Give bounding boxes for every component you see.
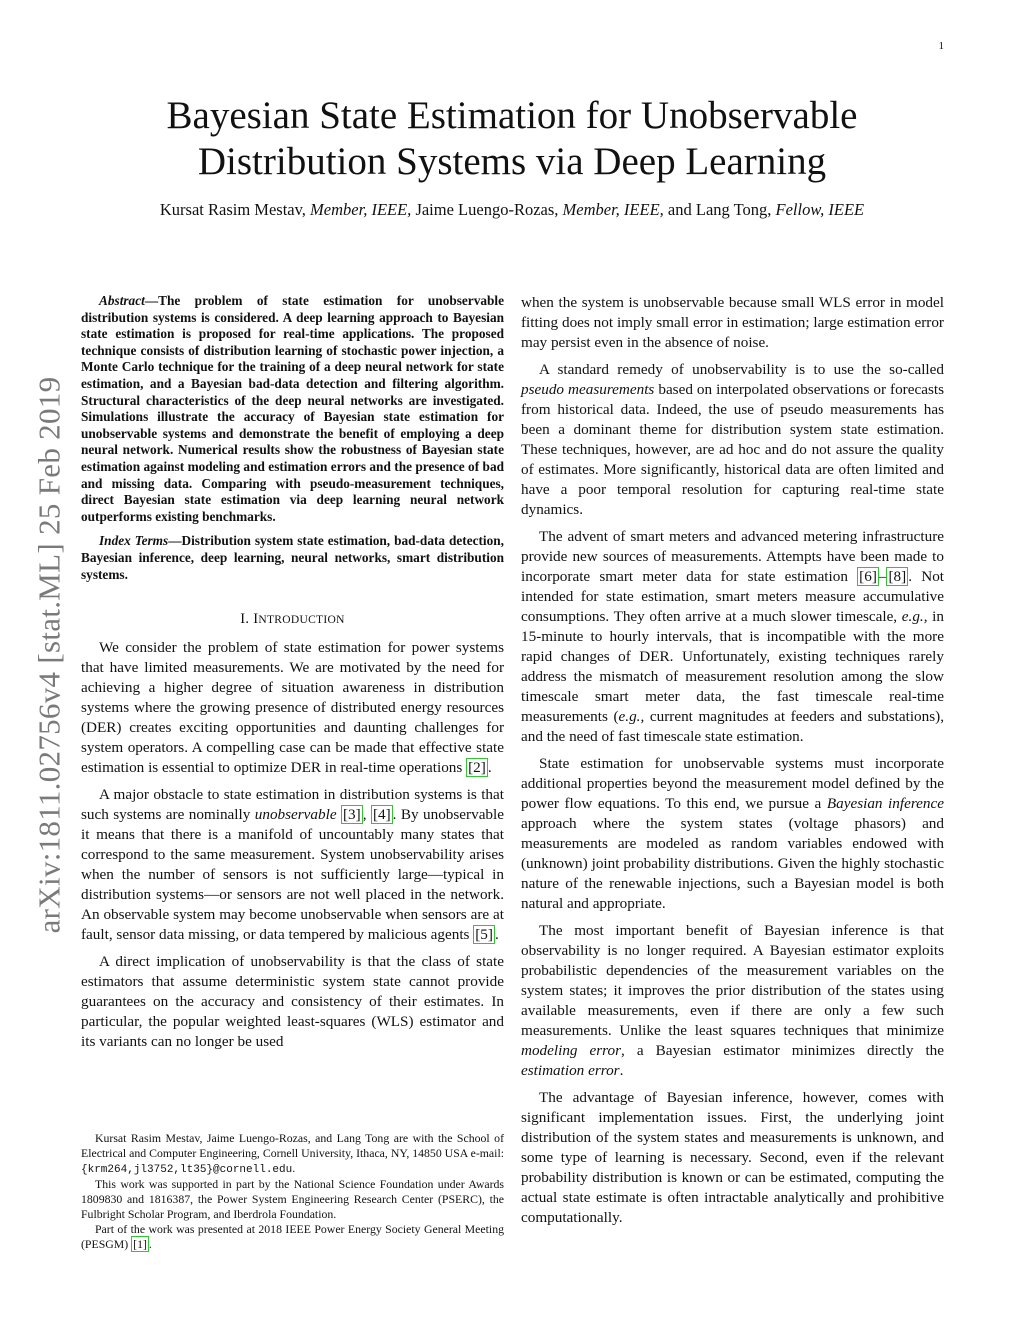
right-paragraph-3	[521, 527, 944, 747]
footnote-funding: This work was supported in part by the National Science Foundation under Awards 1809830 and 1816387, the Power System Engineering Research Center (PSERC), the Fulbright Scholar Program, and Iberdrola Foundation.	[81, 1177, 504, 1221]
citation-link[interactable]: [6]	[859, 568, 877, 585]
author-1-role: Member, IEEE,	[310, 200, 412, 219]
arxiv-watermark	[19, 350, 79, 960]
citation-link[interactable]: [4]	[372, 806, 391, 824]
title-line-2: Distribution Systems via Deep Learning	[197, 140, 827, 183]
text: in 15-minute to hourly intervals, that is incompatible with the more rapid changes of DER. Unfortunately, existing techniques rarely address the mismatch of measurement resolution among the slow timescale smart meter data, the fast timescale real-time measurements (	[521, 608, 944, 725]
emphasis: e.g.,	[618, 708, 645, 725]
text: Kursat Rasim Mestav, Jaime Luengo-Rozas, and Lang Tong are with the School of Electrical and Computer Engineering, Cornell University, Ithaca, NY, 14850 USA e-mail:	[81, 1131, 504, 1160]
citation-link[interactable]: [3]	[343, 806, 361, 824]
text: .	[494, 926, 499, 944]
text: . Not intended for state estimation, smart meters measure accumulative consumptions. They often arrive at a much slower timescale,	[521, 568, 945, 625]
author-2: Jaime Luengo-Rozas,	[415, 200, 559, 219]
intro-paragraph-3: A direct implication of unobservability is that the class of state estimators that assume deterministic system state cannot provide guarantees on the accuracy and consistency of their estimates. In particular, the popular weighted least-squares (WLS) estimator and its variants can no longer be used	[81, 953, 504, 1051]
left-column	[81, 293, 504, 1059]
right-paragraph-1: when the system is unobservable because small WLS error in model fitting does not imply small error in estimation; large estimation error may persist even in the absence of noise.	[521, 294, 944, 351]
page-number: 1	[938, 40, 944, 52]
text: The most important benefit of Bayesian inference is that observability is no longer required. A Bayesian estimator exploits probabilistic dependencies of the measurement variables on the system states; it improves the prior distribution of the states using available measurements, even if there are only a few such measurements. Unlike the least squares techniques that minimize	[521, 922, 944, 1039]
text: .	[487, 759, 492, 777]
author-3: and Lang Tong,	[667, 200, 772, 219]
text: based on interpolated observations or forecasts from historical data. Indeed, the use of pseudo measurements has been a dominant theme for distribution system state estimation. These techniques, however, are ad hoc and do not assure the quality of estimates. More significantly, historical data are often limited and have a poor temporal resolution for capturing real-time state dynamics.	[521, 381, 944, 518]
footnote-conference	[81, 1222, 504, 1252]
emphasis: pseudo measurements	[521, 381, 655, 398]
right-paragraph-4	[521, 754, 944, 914]
text: Part of the work was presented at 2018 IEEE Power Energy Society General Meeting (PESGM)	[81, 1221, 504, 1251]
section-title-rest: NTRODUCTION	[258, 614, 345, 627]
footnote-affiliation	[81, 1131, 504, 1177]
paper-title	[100, 93, 924, 185]
citation-link[interactable]: [5]	[475, 926, 493, 944]
text: approach where the system states (voltage phasors) and measurements are modeled as random variables endowed with (unknown) joint probability distributions. Given the highly stochastic nature of the renewable injections, such a Bayesian model is both natural and appropriate.	[521, 815, 944, 912]
emphasis: unobservable	[254, 806, 337, 824]
text: We consider the problem of state estimation for power systems that have limited measurements. We are motivated by the need for achieving a higher degree of situation awareness in distribution systems where the growing presence of distributed energy resources (DER) creates exciting opportunities and daunting challenges for system operators. A compelling case can be made that effective state estimation is essential to optimize DER in real-time operations	[81, 639, 504, 777]
right-paragraph-2	[521, 360, 944, 520]
text: .	[148, 1236, 152, 1251]
abstract-text: —The problem of state estimation for unobservable distribution systems is considered. A deep learning approach to Bayesian state estimation is proposed for real-time applications. The proposed technique consists of distribution learning of stochastic power injection, a Monte Carlo technique for the training of a deep neural network for state estimation, and a Bayesian bad-data detection and filtering algorithm. Structural characteristics of the deep neural networks are investigated. Simulations illustrate the accuracy of Bayesian state estimation for unobservable systems and demonstrate the benefit of employing a deep neural network. Numerical results show the robustness of Bayesian state estimation against modeling and estimation errors and the presence of bad and missing data. Comparing with pseudo-measurement techniques, direct Bayesian state estimation via deep learning neural network outperforms existing benchmarks.	[81, 293, 504, 524]
section-first-letter: I	[253, 611, 259, 628]
abstract-label: Abstract	[99, 293, 145, 308]
intro-paragraph-2	[81, 785, 504, 945]
abstract	[81, 293, 504, 525]
index-terms	[81, 533, 504, 583]
emphasis: Bayesian inference	[826, 795, 944, 812]
text: A standard remedy of unobservability is to use the so-called	[539, 361, 944, 378]
author-3-role: Fellow, IEEE	[775, 200, 865, 219]
author-2-role: Member, IEEE,	[562, 200, 664, 219]
emphasis: estimation error	[521, 1062, 620, 1079]
text: State estimation for unobservable systems must incorporate additional properties beyond the measurement model defined by the power flow equations. To this end, we pursue a	[521, 755, 944, 812]
section-number: I.	[240, 611, 254, 628]
footnotes	[81, 1131, 504, 1251]
text: . By unobservable it means that there is a manifold of uncountably many states that correspond to the same measurement. System unobservability arises when the number of sensors is not sufficiently large—typical in distribution systems—or sensors are not well placed in the network. An observable system may become unobservable when sensors are at fault, sensor data missing, or data tempered by malicious agents	[81, 806, 504, 944]
intro-paragraph-1	[81, 638, 504, 778]
author-list	[80, 200, 944, 220]
citation-link[interactable]: [2]	[468, 759, 486, 777]
email-address: {krm264,jl3752,lt35}@cornell.edu	[81, 1163, 293, 1176]
author-1: Kursat Rasim Mestav,	[159, 200, 306, 219]
right-paragraph-6: The advantage of Bayesian inference, however, comes with significant implementation issues. First, the underlying joint distribution of the system states and measurements is unknown, and some type of learning is necessary. Second, even if the relevant probability distribution is known or can be estimated, computing the actual state estimate is often intractable analytically and prohibitive computationally.	[521, 1089, 944, 1226]
right-paragraph-5	[521, 921, 944, 1081]
text: .	[292, 1160, 296, 1175]
text: .	[619, 1062, 624, 1079]
emphasis: modeling error	[521, 1042, 622, 1059]
citation-link[interactable]: [8]	[888, 568, 907, 585]
text: current magnitudes at feeders and substations), and the need of fast timescale state estimation.	[521, 708, 944, 745]
emphasis: e.g.,	[901, 608, 928, 625]
index-terms-label: Index Terms	[99, 533, 169, 549]
text: , a Bayesian estimator minimizes directly the	[621, 1042, 944, 1059]
arxiv-id-text: arXiv:1811.02756v4 [stat.ML] 25 Feb 2019	[31, 376, 66, 934]
section-heading-introduction	[81, 611, 504, 628]
citation-link[interactable]: [1]	[133, 1236, 147, 1251]
right-column	[521, 293, 944, 1235]
text: A major obstacle to state estimation in distribution systems is that such systems are nominally	[81, 786, 504, 824]
title-line-1: Bayesian State Estimation for Unobservable	[166, 94, 858, 137]
text: ,	[362, 806, 371, 824]
text: –	[878, 568, 887, 585]
text: The advent of smart meters and advanced metering infrastructure provide new sources of measurements. Attempts have been made to incorporate smart meter data for state estimation	[521, 528, 944, 585]
index-terms-text: —Distribution system state estimation, bad-data detection, Bayesian inference, deep learning, neural networks, smart distribution systems.	[81, 533, 504, 582]
